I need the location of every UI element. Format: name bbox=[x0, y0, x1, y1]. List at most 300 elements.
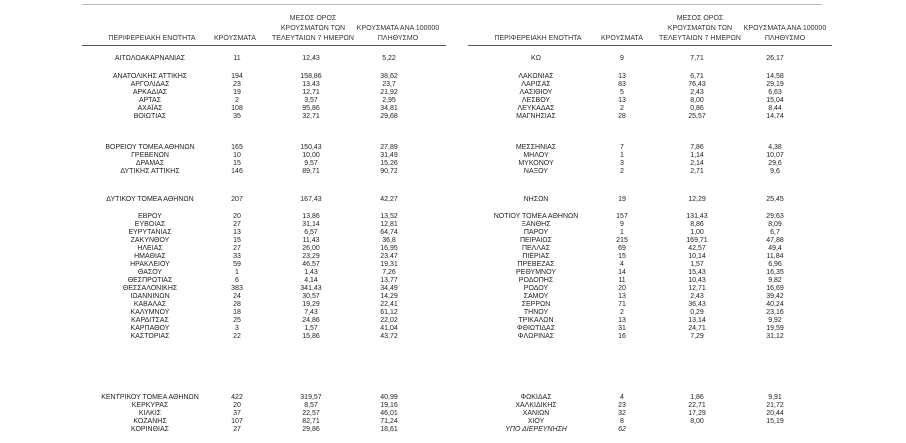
per100k-value: 19,16 bbox=[380, 402, 398, 409]
region-name: ΤΡΙΚΑΛΩΝ bbox=[518, 317, 554, 324]
header-region-left: ΠΕΡΙΦΕΡΕΙΑΚΗ ΕΝΟΤΗΤΑ bbox=[108, 35, 196, 42]
region-name: ΗΜΑΘΙΑΣ bbox=[134, 253, 166, 260]
per100k-value: 13,52 bbox=[380, 213, 398, 220]
avg7-value: 341,43 bbox=[300, 285, 322, 292]
avg7-value: 169,71 bbox=[686, 237, 708, 244]
cases-value: 2 bbox=[620, 309, 624, 316]
cases-value: 3 bbox=[235, 325, 239, 332]
region-name: ΗΛΕΙΑΣ bbox=[137, 245, 163, 252]
cases-value: 1 bbox=[620, 229, 624, 236]
table-row bbox=[0, 253, 906, 261]
cases-value: 157 bbox=[616, 213, 628, 220]
table-row bbox=[0, 73, 906, 81]
cases-value: 3 bbox=[620, 160, 624, 167]
region-name: ΚΑΡΔΙΤΣΑΣ bbox=[131, 317, 169, 324]
avg7-value: 89,71 bbox=[302, 168, 320, 175]
region-name: ΞΑΝΘΗΣ bbox=[521, 221, 551, 228]
region-name: ΚΟΡΙΝΘΙΑΣ bbox=[131, 426, 169, 433]
per100k-value: 15,26 bbox=[380, 160, 398, 167]
region-name: ΚΑΡΠΑΘΟΥ bbox=[130, 325, 170, 332]
per100k-value: 19,31 bbox=[380, 261, 398, 268]
per100k-value: 16,95 bbox=[380, 245, 398, 252]
per100k-value: 18,61 bbox=[380, 426, 398, 433]
table-row bbox=[0, 426, 906, 434]
region-name: ΛΕΣΒΟΥ bbox=[521, 97, 551, 104]
avg7-value: 95,86 bbox=[302, 105, 320, 112]
per100k-value: 8,44 bbox=[768, 105, 782, 112]
avg7-value: 30,57 bbox=[302, 293, 320, 300]
region-name: ΔΥΤΙΚΟΥ ΤΟΜΕΑ ΑΘΗΝΩΝ bbox=[106, 196, 194, 203]
per100k-value: 31,12 bbox=[766, 333, 784, 340]
region-name: ΥΠΟ ΔΙΕΡΕΥΝΗΣΗ bbox=[505, 426, 567, 433]
avg7-value: 2,14 bbox=[690, 160, 704, 167]
per100k-value: 38,62 bbox=[380, 73, 398, 80]
per100k-value: 9,92 bbox=[768, 317, 782, 324]
per100k-value: 6,7 bbox=[770, 229, 780, 236]
cases-value: 11 bbox=[618, 277, 626, 284]
per100k-value: 25,45 bbox=[766, 196, 784, 203]
region-name: ΑΙΤΩΛΟΑΚΑΡΝΑΝΙΑΣ bbox=[114, 55, 186, 62]
region-name: ΛΑΚΩΝΙΑΣ bbox=[518, 73, 554, 80]
avg7-value: 1,86 bbox=[690, 394, 704, 401]
region-name: ΠΕΛΛΑΣ bbox=[521, 245, 551, 252]
top-rule bbox=[82, 4, 822, 5]
table-row bbox=[0, 269, 906, 277]
per100k-value: 29,19 bbox=[766, 81, 784, 88]
cases-value: 146 bbox=[231, 168, 243, 175]
region-name: ΓΡΕΒΕΝΩΝ bbox=[131, 152, 169, 159]
cases-value: 10 bbox=[233, 152, 241, 159]
cases-value: 24 bbox=[233, 293, 241, 300]
table-row bbox=[0, 55, 906, 63]
region-name: ΑΧΑΪΑΣ bbox=[137, 105, 163, 112]
avg7-value: 13,14 bbox=[688, 317, 706, 324]
table-row bbox=[0, 261, 906, 269]
table-row bbox=[0, 301, 906, 309]
per100k-value: 9,6 bbox=[770, 168, 780, 175]
region-name: ΑΡΤΑΣ bbox=[138, 97, 162, 104]
per100k-value: 36,8 bbox=[382, 237, 396, 244]
per100k-value: 26,17 bbox=[766, 55, 784, 62]
table-row bbox=[0, 113, 906, 121]
avg7-value: 8,00 bbox=[690, 418, 704, 425]
header-per100k-left bbox=[350, 24, 446, 44]
region-name: ΘΕΣΣΑΛΟΝΙΚΗΣ bbox=[122, 285, 178, 292]
header-per100k-line1: ΚΡΟΥΣΜΑΤΑ ΑΝΑ 100000 bbox=[743, 25, 827, 32]
avg7-value: 17,29 bbox=[688, 410, 706, 417]
avg7-value: 319,57 bbox=[300, 394, 322, 401]
avg7-value: 1,14 bbox=[690, 152, 704, 159]
region-name: ΦΛΩΡΙΝΑΣ bbox=[517, 333, 555, 340]
cases-value: 27 bbox=[233, 221, 241, 228]
avg7-value: 10,14 bbox=[688, 253, 706, 260]
cases-value: 19 bbox=[233, 89, 241, 96]
per100k-value: 29,6 bbox=[768, 160, 782, 167]
header-region-right: ΠΕΡΙΦΕΡΕΙΑΚΗ ΕΝΟΤΗΤΑ bbox=[494, 35, 582, 42]
avg7-value: 15,86 bbox=[302, 333, 320, 340]
region-name: ΚΑΣΤΟΡΙΑΣ bbox=[130, 333, 170, 340]
cases-value: 16 bbox=[618, 333, 626, 340]
header-avg7-line2: ΚΡΟΥΣΜΑΤΩΝ ΤΩΝ bbox=[280, 25, 346, 32]
avg7-value: 22,57 bbox=[302, 410, 320, 417]
region-name: ΡΕΘΥΜΝΟΥ bbox=[515, 269, 556, 276]
per100k-value: 16,69 bbox=[766, 285, 784, 292]
cases-value: 13 bbox=[618, 97, 626, 104]
cases-value: 15 bbox=[233, 237, 241, 244]
cases-value: 59 bbox=[233, 261, 241, 268]
avg7-value: 12,43 bbox=[302, 55, 320, 62]
per100k-value: 27,89 bbox=[380, 144, 398, 151]
cases-value: 18 bbox=[233, 309, 241, 316]
per100k-value: 8,09 bbox=[768, 221, 782, 228]
avg7-value: 0,86 bbox=[690, 105, 704, 112]
region-name: ΧΙΟΥ bbox=[527, 418, 545, 425]
region-name: ΝΟΤΙΟΥ ΤΟΜΕΑ ΑΘΗΝΩΝ bbox=[493, 213, 579, 220]
per100k-value: 6,63 bbox=[768, 89, 782, 96]
avg7-value: 42,57 bbox=[688, 245, 706, 252]
table-row bbox=[0, 160, 906, 168]
per100k-value: 23,16 bbox=[766, 309, 784, 316]
per100k-value: 14,58 bbox=[766, 73, 784, 80]
cases-value: 9 bbox=[620, 221, 624, 228]
cases-value: 20 bbox=[233, 402, 241, 409]
avg7-value: 13,43 bbox=[302, 81, 320, 88]
per100k-value: 23,7 bbox=[382, 81, 396, 88]
table-row bbox=[0, 293, 906, 301]
cases-value: 2 bbox=[620, 168, 624, 175]
table-row bbox=[0, 152, 906, 160]
region-name: ΑΝΑΤΟΛΙΚΗΣ ΑΤΤΙΚΗΣ bbox=[112, 73, 188, 80]
cases-value: 15 bbox=[618, 253, 626, 260]
table-row bbox=[0, 418, 906, 426]
cases-value: 5 bbox=[620, 89, 624, 96]
per100k-value: 2,95 bbox=[382, 97, 396, 104]
cases-value: 4 bbox=[620, 394, 624, 401]
per100k-value: 21,72 bbox=[766, 402, 784, 409]
cases-value: 31 bbox=[618, 325, 626, 332]
avg7-value: 10,43 bbox=[688, 277, 706, 284]
cases-value: 13 bbox=[618, 73, 626, 80]
table-row bbox=[0, 221, 906, 229]
region-name: ΚΟΖΑΝΗΣ bbox=[133, 418, 167, 425]
header-avg7-left bbox=[268, 14, 358, 44]
avg7-value: 12,71 bbox=[688, 285, 706, 292]
per100k-value: 41,04 bbox=[380, 325, 398, 332]
per100k-value: 64,74 bbox=[380, 229, 398, 236]
region-name: ΕΥΡΥΤΑΝΙΑΣ bbox=[128, 229, 172, 236]
region-name: ΡΟΔΟΥ bbox=[523, 285, 549, 292]
per100k-value: 34,49 bbox=[380, 285, 398, 292]
avg7-value: 2,71 bbox=[690, 168, 704, 175]
per100k-value: 14,74 bbox=[766, 113, 784, 120]
avg7-value: 7,86 bbox=[690, 144, 704, 151]
avg7-value: 0,29 bbox=[690, 309, 704, 316]
cases-value: 19 bbox=[618, 196, 626, 203]
per100k-value: 5,22 bbox=[382, 55, 396, 62]
header-avg7-line3: ΤΕΛΕΥΤΑΙΩΝ 7 ΗΜΕΡΩΝ bbox=[659, 35, 741, 42]
avg7-value: 2,43 bbox=[690, 89, 704, 96]
per100k-value: 49,4 bbox=[768, 245, 782, 252]
table-row bbox=[0, 317, 906, 325]
region-name: ΠΡΕΒΕΖΑΣ bbox=[517, 261, 555, 268]
avg7-value: 131,43 bbox=[686, 213, 708, 220]
per100k-value: 6,96 bbox=[768, 261, 782, 268]
avg7-value: 11,43 bbox=[302, 237, 320, 244]
avg7-value: 12,71 bbox=[302, 89, 320, 96]
region-name: ΘΑΣΟΥ bbox=[137, 269, 163, 276]
avg7-value: 82,71 bbox=[302, 418, 320, 425]
avg7-value: 25,57 bbox=[688, 113, 706, 120]
cases-value: 422 bbox=[231, 394, 243, 401]
per100k-value: 19,59 bbox=[766, 325, 784, 332]
per100k-value: 39,42 bbox=[766, 293, 784, 300]
per100k-value: 15,19 bbox=[766, 418, 784, 425]
avg7-value: 1,00 bbox=[690, 229, 704, 236]
region-name: ΝΗΣΩΝ bbox=[523, 196, 549, 203]
table-row bbox=[0, 229, 906, 237]
region-name: ΛΑΡΙΣΑΣ bbox=[521, 81, 551, 88]
table-row bbox=[0, 168, 906, 176]
region-name: ΠΕΙΡΑΙΩΣ bbox=[520, 237, 552, 244]
cases-value: 27 bbox=[233, 426, 241, 433]
region-name: ΧΑΛΚΙΔΙΚΗΣ bbox=[515, 402, 557, 409]
per100k-value: 34,81 bbox=[380, 105, 398, 112]
avg7-value: 22,71 bbox=[688, 402, 706, 409]
region-name: ΠΑΡΟΥ bbox=[523, 229, 549, 236]
per100k-value: 29,63 bbox=[766, 213, 784, 220]
region-name: ΑΡΓΟΛΙΔΑΣ bbox=[130, 81, 170, 88]
cases-value: 28 bbox=[233, 301, 241, 308]
cases-value: 108 bbox=[231, 105, 243, 112]
cases-value: 20 bbox=[618, 285, 626, 292]
table-row bbox=[0, 237, 906, 245]
avg7-value: 158,86 bbox=[300, 73, 322, 80]
region-name: ΦΘΙΩΤΙΔΑΣ bbox=[516, 325, 556, 332]
avg7-value: 10,00 bbox=[302, 152, 320, 159]
per100k-value: 40,99 bbox=[380, 394, 398, 401]
per100k-value: 16,35 bbox=[766, 269, 784, 276]
cases-value: 13 bbox=[233, 229, 241, 236]
region-name: ΑΡΚΑΔΙΑΣ bbox=[132, 89, 168, 96]
region-name: ΜΥΚΟΝΟΥ bbox=[518, 160, 554, 167]
avg7-value: 29,86 bbox=[302, 426, 320, 433]
per100k-value: 46,01 bbox=[380, 410, 398, 417]
region-name: ΔΥΤΙΚΗΣ ΑΤΤΙΚΗΣ bbox=[120, 168, 180, 175]
avg7-value: 76,43 bbox=[688, 81, 706, 88]
per100k-value: 15,04 bbox=[766, 97, 784, 104]
cases-value: 27 bbox=[233, 245, 241, 252]
region-name: ΒΟΙΩΤΙΑΣ bbox=[133, 113, 167, 120]
cases-value: 22 bbox=[233, 333, 241, 340]
avg7-value: 12,29 bbox=[688, 196, 706, 203]
region-name: ΣΕΡΡΩΝ bbox=[521, 301, 551, 308]
avg7-value: 31,14 bbox=[302, 221, 320, 228]
per100k-value: 61,12 bbox=[380, 309, 398, 316]
avg7-value: 6,71 bbox=[690, 73, 704, 80]
per100k-value: 40,24 bbox=[766, 301, 784, 308]
cases-value: 383 bbox=[231, 285, 243, 292]
header-per100k-line2: ΠΛΗΘΥΣΜΟ bbox=[377, 35, 419, 42]
region-name: ΚΕΡΚΥΡΑΣ bbox=[131, 402, 169, 409]
cases-value: 35 bbox=[233, 113, 241, 120]
cases-value: 23 bbox=[233, 81, 241, 88]
header-cases-left: ΚΡΟΥΣΜΑΤΑ bbox=[214, 35, 256, 42]
per100k-value: 22,41 bbox=[380, 301, 398, 308]
table-row bbox=[0, 285, 906, 293]
avg7-value: 4,14 bbox=[304, 277, 318, 284]
cases-value: 7 bbox=[620, 144, 624, 151]
table-row bbox=[0, 89, 906, 97]
cases-value: 2 bbox=[235, 97, 239, 104]
per100k-value: 7,26 bbox=[382, 269, 396, 276]
region-name: ΕΒΡΟΥ bbox=[138, 213, 162, 220]
avg7-value: 1,57 bbox=[304, 325, 318, 332]
cases-value: 11 bbox=[233, 55, 241, 62]
cases-value: 23 bbox=[618, 402, 626, 409]
cases-value: 15 bbox=[233, 160, 241, 167]
table-row bbox=[0, 105, 906, 113]
table-row bbox=[0, 309, 906, 317]
avg7-value: 167,43 bbox=[300, 196, 322, 203]
region-name: ΕΥΒΟΙΑΣ bbox=[134, 221, 166, 228]
per100k-value: 21,92 bbox=[380, 89, 398, 96]
header-underline-left bbox=[82, 45, 446, 46]
region-name: ΘΕΣΠΡΩΤΙΑΣ bbox=[127, 277, 173, 284]
table-row bbox=[0, 394, 906, 402]
cases-value: 69 bbox=[618, 245, 626, 252]
region-name: ΙΩΑΝΝΙΝΩΝ bbox=[130, 293, 170, 300]
header-avg7-right bbox=[655, 14, 745, 44]
per100k-value: 71,24 bbox=[380, 418, 398, 425]
avg7-value: 150,43 bbox=[300, 144, 322, 151]
avg7-value: 8,86 bbox=[690, 221, 704, 228]
region-name: ΒΟΡΕΙΟΥ ΤΟΜΕΑ ΑΘΗΝΩΝ bbox=[105, 144, 195, 151]
avg7-value: 8,00 bbox=[690, 97, 704, 104]
header-per100k-right bbox=[737, 24, 833, 44]
cases-value: 32 bbox=[618, 410, 626, 417]
avg7-value: 23,29 bbox=[302, 253, 320, 260]
avg7-value: 1,43 bbox=[304, 269, 318, 276]
table-row bbox=[0, 402, 906, 410]
cases-value: 107 bbox=[231, 418, 243, 425]
avg7-value: 46,57 bbox=[302, 261, 320, 268]
per100k-value: 12,81 bbox=[380, 221, 398, 228]
avg7-value: 19,29 bbox=[302, 301, 320, 308]
cases-value: 71 bbox=[618, 301, 626, 308]
region-name: ΣΑΜΟΥ bbox=[523, 293, 549, 300]
table-row bbox=[0, 325, 906, 333]
header-avg7-line1: ΜΕΣΟΣ ΟΡΟΣ bbox=[676, 15, 724, 22]
header-avg7-line1: ΜΕΣΟΣ ΟΡΟΣ bbox=[289, 15, 337, 22]
header-per100k-line1: ΚΡΟΥΣΜΑΤΑ ΑΝΑ 100000 bbox=[356, 25, 440, 32]
region-name: ΠΙΕΡΙΑΣ bbox=[522, 253, 550, 260]
cases-value: 20 bbox=[233, 213, 241, 220]
region-name: ΚΑΒΑΛΑΣ bbox=[133, 301, 167, 308]
avg7-value: 7,71 bbox=[690, 55, 704, 62]
table-row bbox=[0, 333, 906, 341]
avg7-value: 9,57 bbox=[304, 160, 318, 167]
region-name: ΦΩΚΙΔΑΣ bbox=[520, 394, 552, 401]
per100k-value: 23,47 bbox=[380, 253, 398, 260]
avg7-value: 24,86 bbox=[302, 317, 320, 324]
region-name: ΚΙΛΚΙΣ bbox=[138, 410, 162, 417]
header-avg7-line2: ΚΡΟΥΣΜΑΤΩΝ ΤΩΝ bbox=[667, 25, 733, 32]
cases-value: 207 bbox=[231, 196, 243, 203]
cases-value: 83 bbox=[618, 81, 626, 88]
avg7-value: 2,43 bbox=[690, 293, 704, 300]
region-name: ΚΑΛΥΜΝΟΥ bbox=[130, 309, 170, 316]
cases-value: 14 bbox=[618, 269, 626, 276]
avg7-value: 6,57 bbox=[304, 229, 318, 236]
cases-value: 8 bbox=[620, 418, 624, 425]
avg7-value: 3,57 bbox=[304, 97, 318, 104]
per100k-value: 22,02 bbox=[380, 317, 398, 324]
cases-value: 25 bbox=[233, 317, 241, 324]
per100k-value: 9,91 bbox=[768, 394, 782, 401]
region-name: ΜΑΓΝΗΣΙΑΣ bbox=[516, 113, 556, 120]
region-name: ΗΡΑΚΛΕΙΟΥ bbox=[130, 261, 170, 268]
table-row bbox=[0, 97, 906, 105]
table-row bbox=[0, 213, 906, 221]
cases-value: 4 bbox=[620, 261, 624, 268]
avg7-value: 24,71 bbox=[688, 325, 706, 332]
region-name: ΔΡΑΜΑΣ bbox=[135, 160, 165, 167]
avg7-value: 1,57 bbox=[690, 261, 704, 268]
per100k-value: 9,82 bbox=[768, 277, 782, 284]
cases-value: 165 bbox=[231, 144, 243, 151]
region-name: ΡΟΔΟΠΗΣ bbox=[518, 277, 554, 284]
cases-value: 1 bbox=[235, 269, 239, 276]
region-name: ΧΑΝΙΩΝ bbox=[522, 410, 550, 417]
region-name: ΚΕΝΤΡΙΚΟΥ ΤΟΜΕΑ ΑΘΗΝΩΝ bbox=[101, 394, 199, 401]
table-row bbox=[0, 277, 906, 285]
cases-value: 2 bbox=[620, 105, 624, 112]
avg7-value: 7,29 bbox=[690, 333, 704, 340]
region-name: ΤΗΝΟΥ bbox=[523, 309, 549, 316]
per100k-value: 13,77 bbox=[380, 277, 398, 284]
cases-value: 13 bbox=[618, 293, 626, 300]
cases-value: 13 bbox=[618, 317, 626, 324]
avg7-value: 26,00 bbox=[302, 245, 320, 252]
table-row bbox=[0, 410, 906, 418]
per100k-value: 10,07 bbox=[766, 152, 784, 159]
table-row bbox=[0, 81, 906, 89]
table-row bbox=[0, 144, 906, 152]
per100k-value: 11,84 bbox=[766, 253, 784, 260]
avg7-value: 13,86 bbox=[302, 213, 320, 220]
header-per100k-line2: ΠΛΗΘΥΣΜΟ bbox=[764, 35, 806, 42]
region-name: ΝΑΞΟΥ bbox=[523, 168, 549, 175]
per100k-value: 47,88 bbox=[766, 237, 784, 244]
per100k-value: 4,38 bbox=[768, 144, 782, 151]
region-name: ΚΩ bbox=[531, 55, 541, 62]
cases-value: 62 bbox=[618, 426, 626, 433]
avg7-value: 36,43 bbox=[688, 301, 706, 308]
region-name: ΖΑΚΥΝΘΟΥ bbox=[130, 237, 170, 244]
avg7-value: 15,43 bbox=[688, 269, 706, 276]
cases-value: 6 bbox=[235, 277, 239, 284]
per100k-value: 42,27 bbox=[380, 196, 398, 203]
per100k-value: 31,49 bbox=[380, 152, 398, 159]
cases-value: 215 bbox=[616, 237, 628, 244]
cases-value: 28 bbox=[618, 113, 626, 120]
avg7-value: 32,71 bbox=[302, 113, 320, 120]
cases-value: 37 bbox=[233, 410, 241, 417]
per100k-value: 29,68 bbox=[380, 113, 398, 120]
per100k-value: 90,72 bbox=[380, 168, 398, 175]
header-avg7-line3: ΤΕΛΕΥΤΑΙΩΝ 7 ΗΜΕΡΩΝ bbox=[272, 35, 354, 42]
cases-value: 9 bbox=[620, 55, 624, 62]
